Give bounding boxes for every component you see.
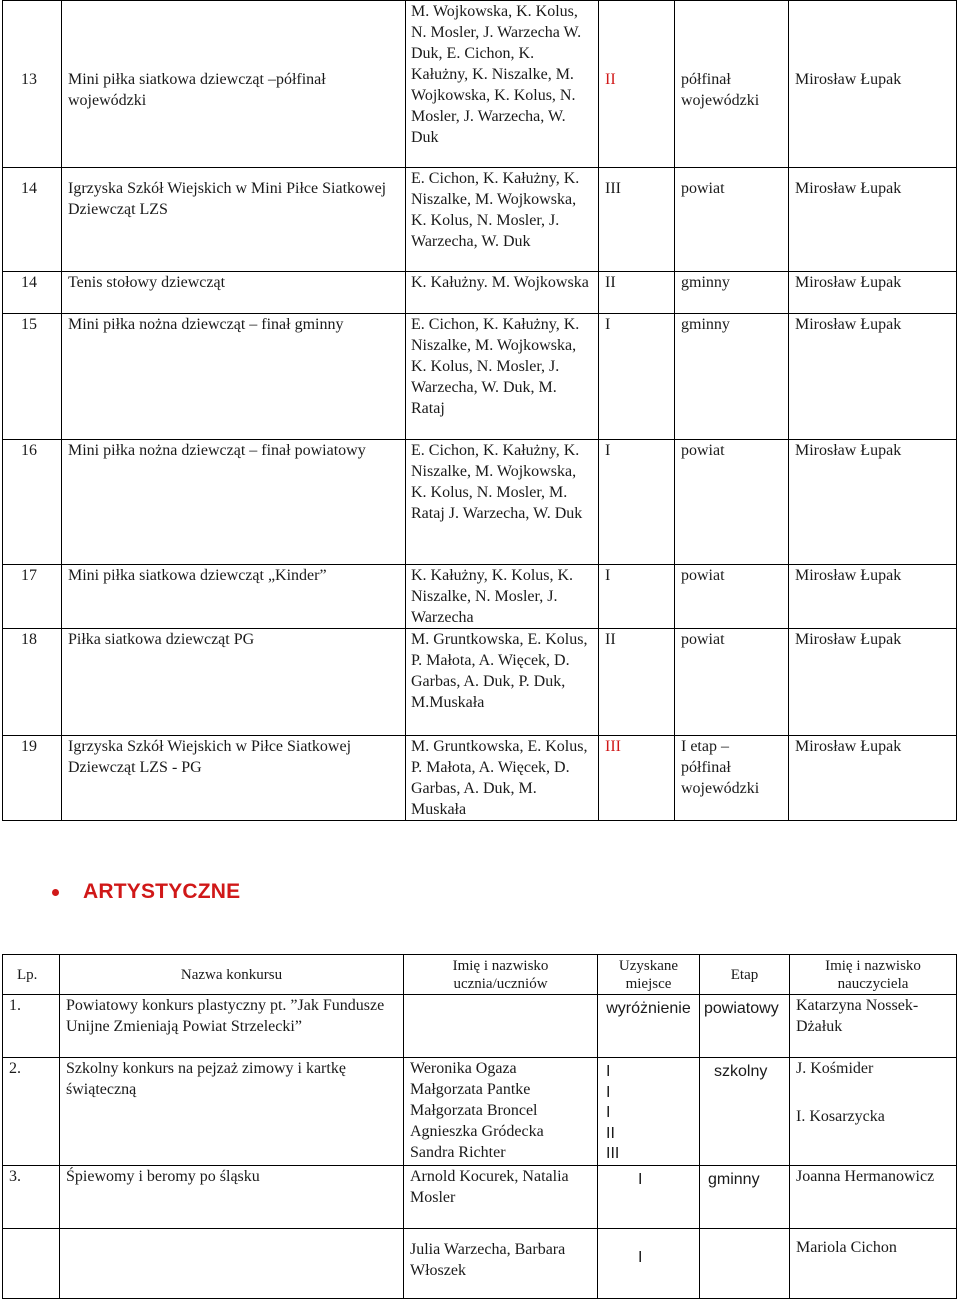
cell-place: wyróżnienie bbox=[598, 995, 700, 1058]
header-teacher: Imię i nazwisko nauczyciela bbox=[790, 955, 957, 995]
cell-stage: powiat bbox=[675, 440, 789, 565]
student-name: Weronika Ogaza bbox=[410, 1060, 517, 1077]
table-row bbox=[3, 1058, 957, 1166]
cell-stage bbox=[700, 1228, 790, 1298]
cell-place: I bbox=[598, 1228, 700, 1298]
cell-students: K. Kałużny. M. Wojkowska bbox=[406, 272, 599, 314]
cell-name: Piłka siatkowa dziewcząt PG bbox=[62, 629, 406, 736]
cell-lp: 17 bbox=[3, 565, 62, 629]
cell-name: Mini piłka siatkowa dziewcząt „Kinder” bbox=[62, 565, 406, 629]
cell-name: Igrzyska Szkół Wiejskich w Mini Piłce Siatkowej Dziewcząt LZS bbox=[62, 168, 406, 272]
cell-place: I bbox=[599, 565, 675, 629]
cell-place: I bbox=[598, 1165, 700, 1228]
cell-teacher: Mirosław Łupak bbox=[789, 168, 957, 272]
cell-teacher: Mirosław Łupak bbox=[789, 272, 957, 314]
cell-name: Mini piłka nożna dziewcząt – finał gminny bbox=[62, 314, 406, 440]
cell-name: Tenis stołowy dziewcząt bbox=[62, 272, 406, 314]
student-name: Małgorzata Broncel bbox=[410, 1102, 538, 1119]
cell-place: II bbox=[599, 629, 675, 736]
header-stage: Etap bbox=[700, 955, 790, 995]
cell-name: Powiatowy konkurs plastyczny pt. ”Jak Fundusze Unijne Zmieniają Powiat Strzelecki” bbox=[60, 995, 404, 1058]
cell-teacher: Mirosław Łupak bbox=[789, 1, 957, 168]
cell-lp: 1. bbox=[3, 995, 60, 1058]
cell-stage: powiat bbox=[675, 168, 789, 272]
table-row bbox=[3, 1, 957, 168]
cell-students: Arnold Kocurek, Natalia Mosler bbox=[404, 1165, 598, 1228]
table-row bbox=[3, 629, 957, 736]
cell-stage: gminny bbox=[675, 272, 789, 314]
cell-teacher bbox=[790, 1058, 957, 1166]
cell-teacher: Joanna Hermanowicz bbox=[790, 1165, 957, 1228]
cell-name: Igrzyska Szkół Wiejskich w Piłce Siatkowej Dziewcząt LZS - PG bbox=[62, 736, 406, 821]
cell-lp: 14 bbox=[3, 272, 62, 314]
student-name: Sandra Richter bbox=[410, 1144, 506, 1161]
header-place: Uzyskane miejsce bbox=[598, 955, 700, 995]
student-name: Agnieszka Gródecka bbox=[410, 1123, 544, 1140]
header-name: Nazwa konkursu bbox=[60, 955, 404, 995]
table-row bbox=[3, 272, 957, 314]
header-lp: Lp. bbox=[3, 955, 60, 995]
table-row bbox=[3, 736, 957, 821]
cell-place: III bbox=[599, 168, 675, 272]
cell-place: II bbox=[599, 1, 675, 168]
cell-students: M. Gruntkowska, E. Kolus, P. Małota, A. Więcek, D. Garbas, A. Duk, P. Duk, M.Muskała bbox=[406, 629, 599, 736]
competition-table bbox=[2, 0, 957, 821]
section-heading bbox=[52, 880, 240, 904]
place-value: I bbox=[606, 1104, 611, 1121]
cell-name: Szkolny konkurs na pejzaż zimowy i kartkę świąteczną bbox=[60, 1058, 404, 1166]
cell-teacher: Katarzyna Nossek- Dżałuk bbox=[790, 995, 957, 1058]
cell-students: M. Wojkowska, K. Kolus, N. Mosler, J. Warzecha W. Duk, E. Cichon, K. Kałużny, K. Niszalke, M. Wojkowska, K. Kolus, N. Mosler, J. Warzecha, W. Duk bbox=[406, 1, 599, 168]
cell-teacher: Mirosław Łupak bbox=[789, 629, 957, 736]
cell-stage: powiatowy bbox=[700, 995, 790, 1058]
cell-stage: gminny bbox=[700, 1165, 790, 1228]
cell-lp: 2. bbox=[3, 1058, 60, 1166]
cell-name: Śpiewomy i beromy po śląsku bbox=[60, 1165, 404, 1228]
header-students: Imię i nazwisko ucznia/uczniów bbox=[404, 955, 598, 995]
cell-students: M. Gruntkowska, E. Kolus, P. Małota, A. Więcek, D. Garbas, A. Duk, M. Muskała bbox=[406, 736, 599, 821]
cell-name bbox=[60, 1228, 404, 1298]
cell-students: K. Kałużny, K. Kolus, K. Niszalke, N. Mosler, J. Warzecha bbox=[406, 565, 599, 629]
cell-place bbox=[598, 1058, 700, 1166]
cell-lp: 14 bbox=[3, 168, 62, 272]
place-value: I bbox=[606, 1063, 611, 1080]
cell-stage: powiat bbox=[675, 565, 789, 629]
art-competition-table bbox=[2, 954, 957, 1299]
cell-students: E. Cichon, K. Kałużny, K. Niszalke, M. Wojkowska, K. Kolus, N. Mosler, J. Warzecha, W. Duk, M. Rataj bbox=[406, 314, 599, 440]
cell-teacher: Mirosław Łupak bbox=[789, 440, 957, 565]
cell-place: II bbox=[599, 272, 675, 314]
place-value: I bbox=[606, 1083, 611, 1101]
cell-stage: I etap – półfinał wojewódzki bbox=[675, 736, 789, 821]
cell-teacher: Mirosław Łupak bbox=[789, 314, 957, 440]
cell-students: Julia Warzecha, Barbara Włoszek bbox=[404, 1228, 598, 1298]
table-row bbox=[3, 995, 957, 1058]
cell-teacher: Mirosław Łupak bbox=[789, 736, 957, 821]
table-row bbox=[3, 168, 957, 272]
cell-lp: 18 bbox=[3, 629, 62, 736]
cell-students: E. Cichon, K. Kałużny, K. Niszalke, M. Wojkowska, K. Kolus, N. Mosler, M. Rataj J. Warzecha, W. Duk bbox=[406, 440, 599, 565]
cell-place: I bbox=[599, 314, 675, 440]
place-value: II bbox=[606, 1124, 615, 1142]
cell-teacher: Mariola Cichon bbox=[790, 1228, 957, 1298]
cell-stage: półfinał wojewódzki bbox=[675, 1, 789, 168]
cell-stage: gminny bbox=[675, 314, 789, 440]
table-row bbox=[3, 440, 957, 565]
cell-lp: 19 bbox=[3, 736, 62, 821]
cell-lp: 16 bbox=[3, 440, 62, 565]
teacher-name: I. Kosarzycka bbox=[796, 1108, 885, 1125]
cell-lp: 13 bbox=[3, 1, 62, 168]
table-row bbox=[3, 565, 957, 629]
cell-teacher: Mirosław Łupak bbox=[789, 565, 957, 629]
table-row bbox=[3, 314, 957, 440]
table-row bbox=[3, 1228, 957, 1298]
student-name: Małgorzata Pantke bbox=[410, 1081, 531, 1098]
cell-lp bbox=[3, 1228, 60, 1298]
cell-place: I bbox=[599, 440, 675, 565]
cell-name: Mini piłka siatkowa dziewcząt –półfinał wojewódzki bbox=[62, 1, 406, 168]
bullet-icon bbox=[52, 889, 59, 896]
cell-stage: szkolny bbox=[700, 1058, 790, 1166]
teacher-name: J. Kośmider bbox=[796, 1060, 874, 1077]
table-row bbox=[3, 1165, 957, 1228]
cell-lp: 15 bbox=[3, 314, 62, 440]
cell-students: E. Cichon, K. Kałużny, K. Niszalke, M. Wojkowska, K. Kolus, N. Mosler, J. Warzecha, W. Duk bbox=[406, 168, 599, 272]
table-header-row bbox=[3, 955, 957, 995]
cell-place: III bbox=[599, 736, 675, 821]
cell-students bbox=[404, 1058, 598, 1166]
cell-lp: 3. bbox=[3, 1165, 60, 1228]
place-value: III bbox=[606, 1145, 620, 1162]
cell-stage: powiat bbox=[675, 629, 789, 736]
cell-name: Mini piłka nożna dziewcząt – finał powiatowy bbox=[62, 440, 406, 565]
section-title: ARTYSTYCZNE bbox=[83, 880, 241, 903]
cell-students bbox=[404, 995, 598, 1058]
